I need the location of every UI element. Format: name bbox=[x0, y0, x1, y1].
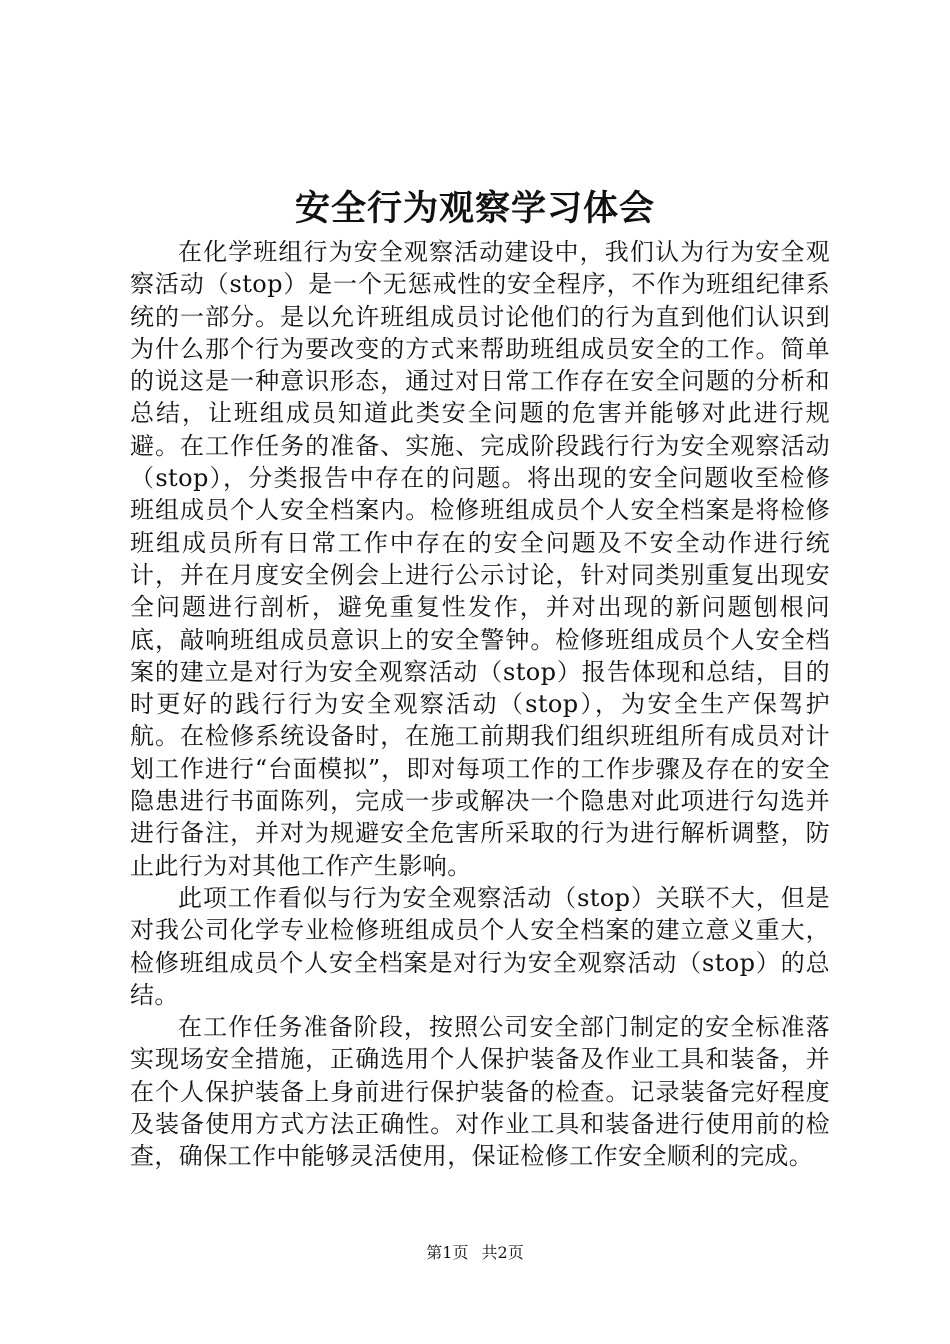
document-title: 安全行为观察学习体会 bbox=[294, 188, 655, 229]
page-total: 共2页 bbox=[481, 1243, 524, 1262]
page-footer bbox=[0, 1241, 950, 1265]
paragraph-3: 在工作任务准备阶段，按照公司安全部门制定的安全标准落实现场安全措施，正确选用个人保护装备及作业工具和装备，并在个人保护装备上身前进行保护装备的检查。记录装备完好程度及装备使用方式方法正确性。对作业工具和装备进行使用前的检查，确保工作中能够灵活使用，保证检修工作安全顺利的完成。 bbox=[130, 1013, 830, 1171]
paragraph-2: 此项工作看似与行为安全观察活动（stop）关联不大，但是对我公司化学专业检修班组成员个人安全档案的建立意义重大，检修班组成员个人安全档案是对行为安全观察活动（stop）的总结。 bbox=[130, 883, 830, 1009]
document-body bbox=[130, 236, 830, 1173]
page-number: 第1页 bbox=[426, 1243, 469, 1262]
paragraph-1: 在化学班组行为安全观察活动建设中，我们认为行为安全观察活动（stop）是一个无惩戒性的安全程序，不作为班组纪律系统的一部分。是以允许班组成员讨论他们的行为直到他们认识到为什么那个行为要改变的方式来帮助班组成员安全的工作。简单的说这是一种意识形态，通过对日常工作存在安全问题的分析和总结，让班组成员知道此类安全问题的危害并能够对此进行规避。在工作任务的准备、实施、完成阶段践行行为安全观察活动（stop），分类报告中存在的问题。将出现的安全问题收至检修班组成员个人安全档案内。检修班组成员个人安全档案是将检修班组成员所有日常工作中存在的安全问题及不安全动作进行统计，并在月度安全例会上进行公示讨论，针对同类别重复出现安全问题进行剖析，避免重复性发作，并对出现的新问题刨根问底，敲响班组成员意识上的安全警钟。检修班组成员个人安全档案的建立是对行为安全观察活动（stop）报告体现和总结，目的时更好的践行行为安全观察活动（stop），为安全生产保驾护航。在检修系统设备时，在施工前期我们组织班组所有成员对计划工作进行“台面模拟”，即对每项工作的工作步骤及存在的安全隐患进行书面陈列，完成一步或解决一个隐患对此项进行勾选并进行备注，并对为规避安全危害所采取的行为进行解析调整，防止此行为对其他工作产生影响。 bbox=[130, 238, 830, 880]
